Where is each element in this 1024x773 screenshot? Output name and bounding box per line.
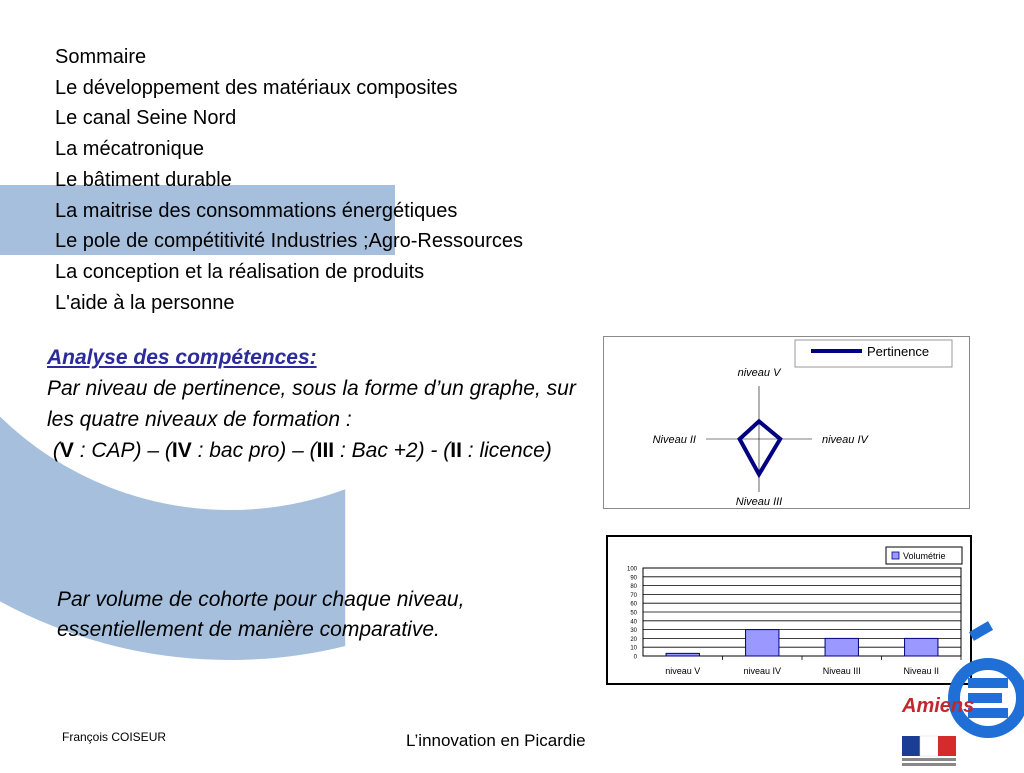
volume-text: Par volume de cohorte pour chaque niveau, essentiellement de manière comparative. <box>57 588 465 641</box>
summary-item: La conception et la réalisation de produits <box>55 260 425 283</box>
summary-item: La maitrise des consommations énergétiques <box>55 199 458 222</box>
level-iii: III <box>316 439 335 462</box>
analyse-block <box>47 342 607 466</box>
footer-title: L’innovation en Picardie <box>406 731 586 750</box>
bar-legend-label: Volumétrie <box>903 551 946 561</box>
summary-item: La mécatronique <box>55 138 204 161</box>
summary-item: L'aide à la personne <box>55 291 235 314</box>
bar-y-tick-label: 80 <box>630 584 637 591</box>
bar-y-tick-label: 10 <box>630 645 637 652</box>
analyse-paren: ( <box>52 439 60 462</box>
bar-x-tick-label: Niveau II <box>903 666 940 676</box>
analyse-title: Analyse des compétences: <box>47 346 317 369</box>
footer-author: François COISEUR <box>62 730 167 744</box>
radar-chart-svg <box>604 337 969 508</box>
academie-logo <box>878 620 1024 768</box>
bar <box>746 630 779 656</box>
bar <box>825 638 858 656</box>
radar-axis-label: niveau V <box>737 367 781 379</box>
bar-x-tick-label: niveau IV <box>743 666 782 676</box>
logo-text: Amiens <box>902 695 975 717</box>
summary-list <box>55 42 523 318</box>
bar-y-tick-label: 30 <box>630 628 637 635</box>
bar-y-tick-label: 90 <box>630 575 637 582</box>
summary-item: Le bâtiment durable <box>55 168 232 191</box>
analyse-cap: : CAP) – ( <box>73 439 172 462</box>
radar-legend-label: Pertinence <box>867 344 930 359</box>
bar-y-tick-label: 0 <box>633 654 637 661</box>
analyse-bacpro: : bac pro) – ( <box>191 439 317 462</box>
bar-y-tick-label: 60 <box>630 601 637 608</box>
summary-item: Le développement des matériaux composites <box>55 76 458 99</box>
analyse-bac2: : Bac +2) - ( <box>334 439 451 462</box>
level-iv: IV <box>171 439 192 462</box>
level-ii: II <box>450 439 462 462</box>
summary-item: Le pole de compétitivité Industries ;Agro-Ressources <box>55 230 524 253</box>
bar-y-tick-label: 20 <box>630 636 637 643</box>
radar-axis-label: niveau IV <box>822 434 868 446</box>
bar-y-tick-label: 70 <box>630 592 637 599</box>
bar <box>666 653 699 656</box>
bar-x-tick-label: Niveau III <box>822 666 861 676</box>
bar-y-tick-label: 100 <box>626 566 637 573</box>
bar-legend-swatch <box>892 552 899 559</box>
logo-graphic <box>878 620 1024 768</box>
bar-y-tick-label: 40 <box>630 619 637 626</box>
summary-item: Sommaire <box>55 46 147 68</box>
summary-item: Le canal Seine Nord <box>55 107 237 130</box>
bar-x-tick-label: niveau V <box>665 666 701 676</box>
radar-axis-label: Niveau III <box>735 496 783 508</box>
radar-chart <box>603 336 970 509</box>
radar-series-line <box>740 421 781 474</box>
analyse-text: Par niveau de pertinence, sous la forme d’un graphe, sur les quatre niveaux de formation : <box>47 377 576 431</box>
level-v: V <box>59 439 74 462</box>
analyse-licence: : licence) <box>461 439 552 462</box>
bar-y-tick-label: 50 <box>630 610 637 617</box>
radar-axis-label: Niveau II <box>652 434 696 446</box>
